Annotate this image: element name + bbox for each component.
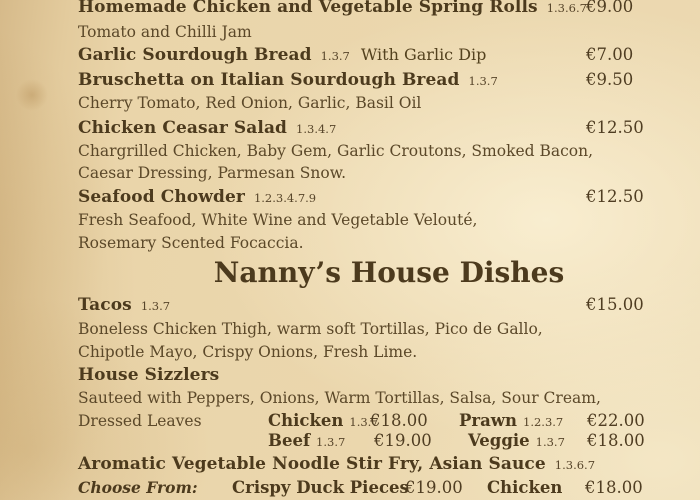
item-name: Tacos bbox=[78, 295, 132, 315]
menu-item-house-sizzlers bbox=[78, 363, 700, 387]
section-heading: Nanny’s House Dishes bbox=[213, 256, 565, 289]
option-label: Chicken bbox=[268, 411, 344, 430]
menu-item-spring-rolls bbox=[78, 0, 700, 19]
option-price: €18.00 bbox=[587, 431, 645, 450]
item-description: Chipotle Mayo, Crispy Onions, Fresh Lime. bbox=[78, 343, 418, 361]
item-name: Homemade Chicken and Vegetable Spring Rolls bbox=[78, 0, 538, 17]
menu-item-caesar-salad bbox=[78, 116, 700, 140]
item-description: Boneless Chicken Thigh, warm soft Tortillas, Pico de Gallo, bbox=[78, 320, 543, 338]
item-description: Tomato and Chilli Jam bbox=[78, 23, 252, 41]
allergen-codes: 1.3.7 bbox=[535, 435, 565, 449]
option-veggie bbox=[468, 429, 565, 454]
option-price: €22.00 bbox=[587, 411, 645, 430]
allergen-codes: 1.3.4.7 bbox=[296, 122, 337, 136]
item-price: €12.50 bbox=[586, 118, 644, 137]
option-label: Prawn bbox=[459, 411, 517, 430]
menu-item-tacos bbox=[78, 293, 700, 317]
item-name: Bruschetta on Italian Sourdough Bread bbox=[78, 70, 460, 90]
option-beef bbox=[268, 429, 345, 454]
item-description: Chargrilled Chicken, Baby Gem, Garlic Croutons, Smoked Bacon, bbox=[78, 142, 594, 160]
item-price: €15.00 bbox=[586, 295, 644, 314]
item-description: Dressed Leaves bbox=[78, 412, 202, 430]
allergen-codes: 1.3.7 bbox=[320, 49, 350, 63]
item-name: Garlic Sourdough Bread bbox=[78, 45, 312, 65]
menu-item-seafood-chowder bbox=[78, 185, 700, 209]
allergen-codes: 1.3.7 bbox=[349, 415, 379, 429]
item-price: €12.50 bbox=[586, 187, 644, 206]
allergen-codes: 1.2.3.4.7.9 bbox=[253, 191, 317, 205]
item-description: Fresh Seafood, White Wine and Vegetable Velouté, bbox=[78, 211, 478, 229]
option-price: €18.00 bbox=[585, 478, 643, 497]
allergen-codes: 1.2.3.7 bbox=[523, 415, 564, 429]
option-label: Chicken bbox=[487, 478, 563, 497]
option-crispy-duck bbox=[232, 476, 409, 500]
allergen-codes: 1.3.7 bbox=[316, 435, 346, 449]
stir-fry-options-row bbox=[78, 476, 700, 500]
option-label: Crispy Duck Pieces bbox=[232, 478, 409, 497]
item-price: €9.50 bbox=[586, 70, 634, 89]
option-label: Veggie bbox=[468, 431, 530, 450]
allergen-codes: 1.3.7 bbox=[140, 299, 171, 313]
menu-item-stir-fry bbox=[78, 452, 700, 476]
option-label: Beef bbox=[268, 431, 311, 450]
item-price: €9.00 bbox=[586, 0, 634, 16]
item-description: Sauteed with Peppers, Onions, Warm Tortillas, Salsa, Sour Cream, bbox=[78, 389, 601, 407]
choose-from-label: Choose From: bbox=[78, 478, 198, 497]
item-description: Caesar Dressing, Parmesan Snow. bbox=[78, 164, 347, 182]
option-chicken bbox=[487, 476, 562, 500]
item-description: Rosemary Scented Focaccia. bbox=[78, 234, 304, 252]
item-name: Aromatic Vegetable Noodle Stir Fry, Asian Sauce bbox=[78, 454, 546, 474]
sizzler-options-row-2 bbox=[78, 429, 700, 453]
item-description: Cherry Tomato, Red Onion, Garlic, Basil Oil bbox=[78, 94, 422, 112]
allergen-codes: 1.3.6.7 bbox=[546, 1, 587, 15]
allergen-codes: 1.3.6.7 bbox=[554, 458, 596, 472]
menu-item-bruschetta bbox=[78, 68, 700, 92]
item-price: €7.00 bbox=[586, 45, 634, 64]
item-name: Chicken Ceasar Salad bbox=[78, 118, 288, 138]
option-price: €19.00 bbox=[405, 478, 463, 497]
option-price: €19.00 bbox=[374, 431, 432, 450]
menu-item-garlic-bread bbox=[78, 43, 700, 67]
item-name: House Sizzlers bbox=[78, 365, 220, 385]
allergen-codes: 1.3.7 bbox=[468, 74, 498, 88]
item-note: With Garlic Dip bbox=[360, 45, 487, 64]
option-price: €18.00 bbox=[370, 411, 428, 430]
item-name: Seafood Chowder bbox=[78, 187, 245, 207]
